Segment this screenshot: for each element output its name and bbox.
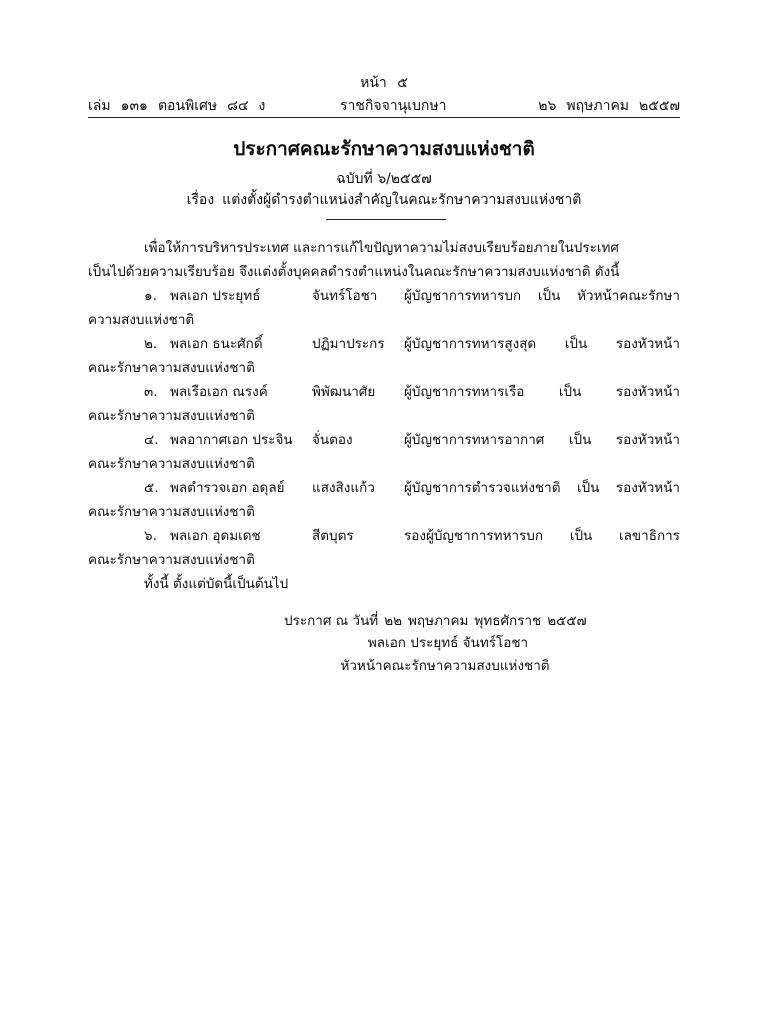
issue-number: ฉบับที่ ๖/๒๕๕๗ <box>336 171 432 187</box>
volume-number: ๑๓๑ <box>120 98 148 114</box>
appointment-number: ๑. <box>144 288 157 304</box>
appointee-role: ผู้บัญชาการทหารเรือ เป็น รองหัวหน้า <box>404 384 680 400</box>
appointee-role: ผู้บัญชาการทหารอากาศ เป็น รองหัวหน้า <box>404 432 680 448</box>
appointment-continuation: คณะรักษาความสงบแห่งชาติ <box>88 552 255 568</box>
appointment-continuation: คณะรักษาความสงบแห่งชาติ <box>88 504 255 520</box>
signer-name: พลเอก ประยุทธ์ จันทร์โอชา <box>367 635 529 651</box>
announced-month: พฤษภาคม <box>408 613 469 629</box>
section-number: ๘๔ <box>227 98 249 114</box>
announced-day: ๒๒ <box>384 613 403 629</box>
appointee-surname: แสงสิงแก้ว <box>312 480 375 496</box>
appointment-continuation: คณะรักษาความสงบแห่งชาติ <box>88 456 255 472</box>
appointment-continuation: ความสงบแห่งชาติ <box>88 312 195 328</box>
appointee-role: ผู้บัญชาการทหารบก เป็น หัวหน้าคณะรักษา <box>404 288 680 304</box>
title-divider <box>326 219 446 220</box>
appointee-name: พลอากาศเอก ประจิน <box>170 432 293 448</box>
subject-label: เรื่อง <box>186 192 215 208</box>
volume-label: เล่ม <box>88 98 111 114</box>
section-label: ตอนพิเศษ <box>157 98 218 114</box>
appointee-name: พลเรือเอก ณรงค์ <box>170 384 268 400</box>
appointment-row <box>88 428 680 452</box>
appointment-continuation: คณะรักษาความสงบแห่งชาติ <box>88 360 255 376</box>
appointment-row <box>88 284 680 308</box>
appointment-number: ๕. <box>144 480 159 496</box>
page-number <box>0 72 768 94</box>
announced-era: พุทธศักราช <box>474 613 542 629</box>
subject-line <box>0 189 768 211</box>
intro-line-1: เพื่อให้การบริหารประเทศ และการแก้ไขปัญหาความไม่สงบเรียบร้อยภายในประเทศ <box>144 240 619 256</box>
document-title: ประกาศคณะรักษาความสงบแห่งชาติ <box>233 138 535 160</box>
intro-line-2: เป็นไปด้วยความเรียบร้อย จึงแต่งตั้งบุคคลดำรงตำแหน่งในคณะรักษาความสงบแห่งชาติ ดังนี้ <box>88 264 620 280</box>
announced-label: ประกาศ ณ วันที่ <box>284 613 379 629</box>
appointment-number: ๖. <box>144 528 157 544</box>
gazette-name: ราชกิจจานุเบกษา <box>340 98 447 114</box>
gazette-header <box>88 95 680 115</box>
appointee-name: พลเอก อุดมเดช <box>170 528 261 544</box>
appointee-role: ผู้บัญชาการตำรวจแห่งชาติ เป็น รองหัวหน้า <box>404 480 680 496</box>
header-year: ๒๕๕๗ <box>639 98 680 114</box>
appointment-row <box>88 476 680 500</box>
page-number-label: หน้า <box>360 75 387 91</box>
closing-line: ทั้งนี้ ตั้งแต่บัดนี้เป็นต้นไป <box>144 576 289 592</box>
announcement-date <box>284 609 593 631</box>
appointee-name: พลเอก ธนะศักดิ์ <box>170 336 263 352</box>
header-divider <box>88 117 680 118</box>
appointment-number: ๓. <box>144 384 158 400</box>
appointment-number: ๔. <box>144 432 159 448</box>
appointee-surname: ปฏิมาประกร <box>312 336 385 352</box>
appointee-surname: สีตบุตร <box>312 528 354 544</box>
appointment-row <box>88 524 680 548</box>
page-number-value: ๕ <box>397 75 408 91</box>
subject-text: แต่งตั้งผู้ดำรงตำแหน่งสำคัญในคณะรักษาความสงบแห่งชาติ <box>222 192 582 208</box>
appointee-surname: จั่นตอง <box>312 432 353 448</box>
header-volume-info <box>88 95 275 117</box>
appointment-row <box>88 332 680 356</box>
appointee-surname: จันทร์โอชา <box>312 288 378 304</box>
appointee-name: พลเอก ประยุทธ์ <box>170 288 261 304</box>
appointee-name: พลตำรวจเอก อดุลย์ <box>170 480 285 496</box>
document-body <box>88 236 680 596</box>
announced-year: ๒๕๕๗ <box>547 613 587 629</box>
section-letter: ง <box>258 98 266 114</box>
signer-title: หัวหน้าคณะรักษาความสงบแห่งชาติ <box>340 658 550 674</box>
header-day: ๒๖ <box>538 98 557 114</box>
header-date <box>528 95 680 117</box>
appointment-row <box>88 380 680 404</box>
appointment-number: ๒. <box>144 336 158 352</box>
appointee-role: รองผู้บัญชาการทหารบก เป็น เลขาธิการ <box>404 528 680 544</box>
appointee-surname: พิพัฒนาศัย <box>312 384 376 400</box>
header-month: พฤษภาคม <box>566 98 630 114</box>
appointee-role: ผู้บัญชาการทหารสูงสุด เป็น รองหัวหน้า <box>404 336 680 352</box>
appointment-continuation: คณะรักษาความสงบแห่งชาติ <box>88 408 255 424</box>
